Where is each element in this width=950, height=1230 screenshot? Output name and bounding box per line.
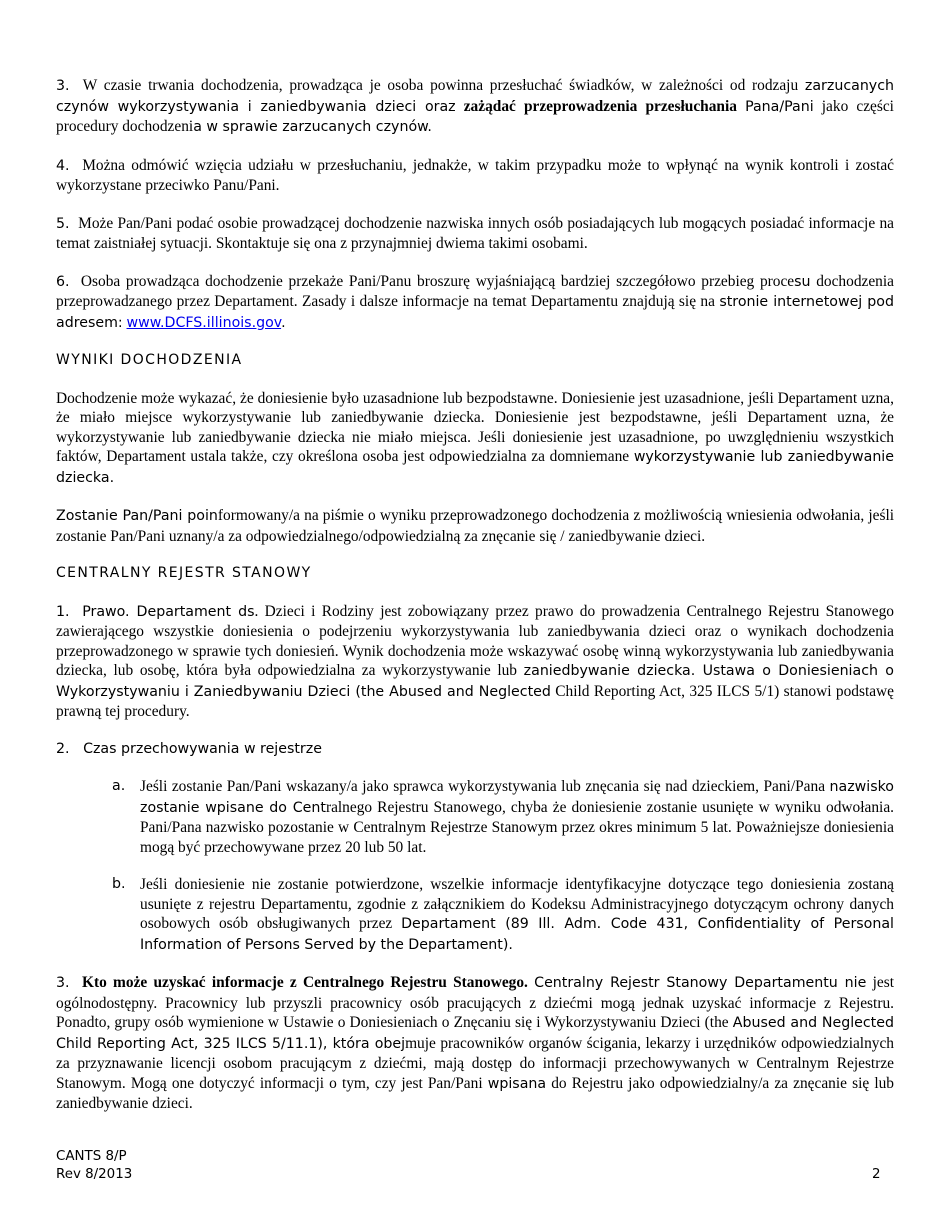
item-5 xyxy=(56,214,894,254)
item-number: 3. xyxy=(56,975,70,991)
item-text: Abused and Neglected Child Reporting Act, 325 ILCS 5/11.1), która obej xyxy=(56,1015,894,1052)
section-heading-rejestr: CENTRALNY REJESTR STANOWY xyxy=(56,565,312,581)
rejestr-item-2a xyxy=(56,777,894,857)
item-text: W czasie trwania dochodzenia, prowadząca je osoba powinna przesłuchać świadków, w zależności od rodzaju xyxy=(82,77,799,94)
footer-form-id xyxy=(56,1148,132,1184)
sub-item-text: ralnego Rejestru Stanowego, chyba że doniesienie zostanie usunięte w wyniku odwołania. Pani/Pana nazwisko pozostanie w Centralnym Rejestrze Stanowym przez okres minimum 5 lat. Poważniejsze doniesienia mogą być przechowywane przez 20 lub 50 lat. xyxy=(140,798,894,856)
item-text: stronie internetowej pod adresem: xyxy=(56,294,894,331)
page-number: 2 xyxy=(872,1167,881,1182)
item-title: Czas przechowywania w rejestrze xyxy=(83,740,322,757)
item-text: Child Reporting Act, 325 ILCS 5/1) stanowi podstawę prawną tej procedury. xyxy=(56,682,894,720)
item-text: a w sprawie zarzucanych czynów. xyxy=(193,119,432,135)
wyniki-paragraph-2 xyxy=(56,506,894,546)
sub-item-label: a. xyxy=(112,778,126,794)
item-text: Osoba prowadząca dochodzenie przekaże Pani/Panu broszurę wyjaśniającą bardziej szczegółowo przebieg proce xyxy=(80,272,795,290)
rejestr-item-3 xyxy=(56,973,894,1114)
document-body xyxy=(56,76,894,1114)
item-text: Można odmówić wzięcia udziału w przesłuchaniu, jednakże, w takim przypadku może to wpłynąć na wynik kontroli i zostać wykorzystane przeciwko Panu/Pani. xyxy=(56,156,894,194)
item-text: . xyxy=(281,314,286,331)
item-number: 4. xyxy=(56,157,70,174)
paragraph-text: Dochodzenie może wykazać, że doniesienie było uzasadnione lub bezpodstawne. Doniesienie jest uzasadnione, jeśli Departament uzna, że miało miejsce wykorzystywanie lub zaniedbywanie dziecka. Doniesienie jest bezpodstawne, jeśli Departament uzna, że wykorzystywanie lub zaniedbywanie dziecka nie miało miejsca. Jeśli doniesienie jest uzasadnione, po uwzględnieniu wszystkich faktów, Departament ustala także, czy określona osoba jest odpowiedzialna za domniemane xyxy=(56,389,894,465)
item-text: Pana/Pani xyxy=(745,98,814,115)
item-title: Prawo. Departament ds xyxy=(82,603,255,620)
paragraph-text: wykorzystywanie lub zaniedbywanie dziecka. xyxy=(56,449,894,486)
form-number: CANTS 8/P xyxy=(56,1149,127,1164)
rejestr-item-2-heading xyxy=(56,740,894,760)
wyniki-paragraph-1 xyxy=(56,389,894,489)
sub-item-text: Departament (89 Ill. Adm. Code 431, Confidentiality of Personal Information of Persons Served by the Departament). xyxy=(140,916,894,953)
item-text: dochodzenia przeprowadzanego przez Departament. Zasady i dalsze informacje na temat Departamentu znajdują się na xyxy=(56,272,894,310)
sub-item-text: Jeśli doniesienie nie zostanie potwierdzone, wszelkie informacje identyfikacyjne dotyczące tego doniesienia zostaną usunięte z rejestru Departamentu, zgodnie z załącznikiem do Kodeksu Administracyjnego dotyczącym ochrony danych osobowych osób obsługiwanych przez xyxy=(140,876,894,932)
item-text: jest ogólnodostępny. Pracownicy lub przyszli pracownicy osób pracujących z dziećmi mogą jednak uzyskać informacje z Rejestru. Ponadto, grupy osób wymienione w Ustawie o Doniesieniach o Znęcaniu się i Wykorzystywaniu Dzieci (the xyxy=(56,974,894,1031)
item-title-bold: Kto może uzyskać informacje z Centralnego Rejestru Stanowego. xyxy=(82,974,528,991)
rejestr-item-2b xyxy=(56,875,894,955)
item-number: 5. xyxy=(56,215,70,232)
rejestr-item-1 xyxy=(56,602,894,722)
item-text: jako części procedury dochodzeni xyxy=(56,97,894,135)
sub-item-label: b. xyxy=(112,876,126,892)
item-number: 2. xyxy=(56,740,70,757)
section-heading-wyniki: WYNIKI DOCHODZENIA xyxy=(56,352,243,368)
item-text: do Rejestru jako odpowiedzialny/a za znęcanie się lub zaniedbywanie dzieci. xyxy=(56,1074,894,1112)
item-6 xyxy=(56,272,894,334)
item-number: 1. xyxy=(56,603,70,620)
item-text: . Dzieci i Rodziny jest zobowiązany przez prawo do prowadzenia Centralnego Rejestru Stanowego zawierającego wszystkie doniesienia o podejrzeniu wykorzystywania lub zaniedbywania dzieci oraz o wynikach dochodzenia przeprowadzonego w sprawie tych doniesień. Wynik dochodzenia może wskazywać osobę winną wykorzystywania lub zaniedbywania dziecka, lub osobę, która była odpowiedzialna za wykorzystywanie lub xyxy=(56,602,894,679)
paragraph-text: Zostanie Pan/Pani poin xyxy=(56,508,218,524)
dcfs-website-link[interactable]: www.DCFS.illinois.gov xyxy=(126,314,282,331)
revision-date: Rev 8/2013 xyxy=(56,1167,133,1182)
item-text: su xyxy=(794,273,811,290)
item-text: muje pracowników organów ścigania, lekarzy i urzędników odpowiedzialnych za przyznawanie licencji osobom pracującym z dziećmi, mają dostęp do informacji przechowywanych w Centralnym Rejestrze Stanowym. Mogą one dotyczyć informacji o tym, czy jest Pan/Pani xyxy=(56,1034,894,1092)
item-text: zaniedbywanie dziecka. Ustawa o Doniesieniach o Wykorzystywaniu i Zaniedbywaniu Dzieci (the Abused and Neglected xyxy=(56,663,894,700)
item-text-bold: zażądać przeprowadzenia przesłuchania xyxy=(463,97,737,115)
item-4 xyxy=(56,156,894,196)
paragraph-text: formowany/a na piśmie o wyniku przeprowadzonego dochodzenia z możliwością wniesienia odwołania, jeśli zostanie Pan/Pani uznany/a za odpowiedzialnego/odpowiedzialną za znęcanie się / zaniedbywanie dzieci. xyxy=(56,507,894,545)
item-text: Centralny Rejestr Stanowy Departamentu nie xyxy=(534,975,867,991)
sub-item-text: nazwisko zostanie wpisane do Cent xyxy=(140,779,894,816)
item-number: 6. xyxy=(56,273,70,290)
item-number: 3. xyxy=(56,78,70,94)
sub-item-text: Jeśli zostanie Pan/Pani wskazany/a jako sprawca wykorzystywania lub znęcania się nad dzieckiem, Pani/Pana xyxy=(140,778,826,795)
item-text: wpisana xyxy=(487,1075,547,1092)
item-text: Może Pan/Pani podać osobie prowadzącej dochodzenie nazwiska innych osób posiadających lub mogących posiadać informacje na temat zaistniałej sytuacji. Skontaktuje się ona z przynajmniej dwiema takimi osobami. xyxy=(56,214,894,252)
item-text: zarzucanych czynów wykorzystywania i zaniedbywania dzieci oraz xyxy=(56,78,894,115)
item-3 xyxy=(56,76,894,138)
